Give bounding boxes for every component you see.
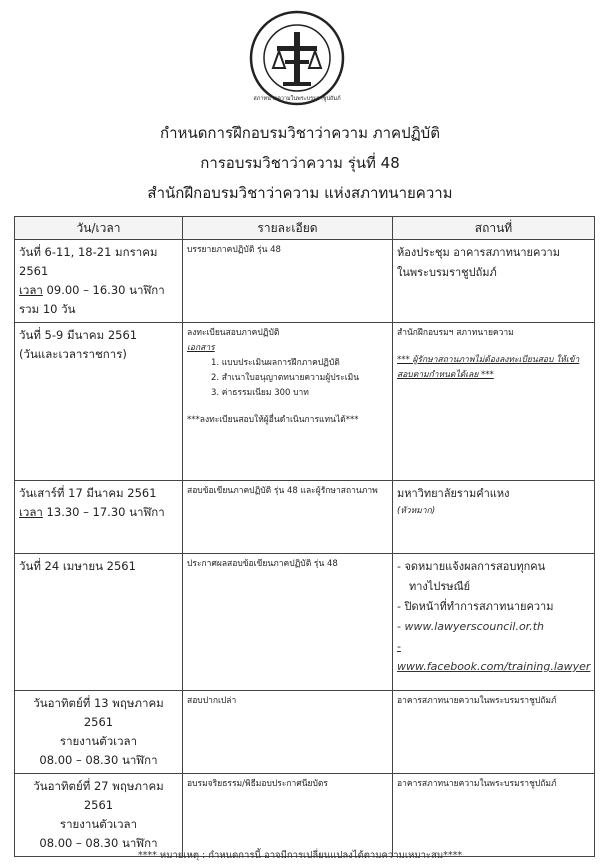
row2-date: วันที่ 5-9 มีนาคม 2561	[19, 328, 138, 342]
header-detail: รายละเอียด	[183, 217, 393, 240]
footnote: **** หมายเหตุ : กำหนดการนี้ อาจมีการเปลี่ยนแปลงได้ตามความเหมาะสม****	[137, 850, 463, 861]
row2-note: ***ลงทะเบียนสอบให้ผู้อื่นดำเนินการแทนได้***	[187, 415, 359, 425]
row4-detail: ประกาศผลสอบข้อเขียนภาคปฏิบัติ รุ่น 48	[187, 559, 338, 569]
row1-total: รวม 10 วัน	[19, 302, 76, 316]
row4-detail-cell	[183, 554, 393, 691]
header-place: สถานที่	[393, 217, 595, 240]
row2-documents-label: เอกสาร	[187, 343, 215, 353]
row5-detail: สอบปากเปล่า	[187, 696, 237, 706]
row3-date-cell	[15, 481, 183, 554]
title-line-3: สำนักฝึกอบรมวิชาว่าความ แห่งสภาทนายความ	[147, 184, 453, 202]
table-row	[15, 240, 595, 323]
row4-place-line3: - ปิดหน้าที่ทำการสภาทนายความ	[397, 600, 554, 613]
table-header-row	[15, 217, 595, 240]
row2-date-cell	[15, 323, 183, 481]
row6-place-cell	[393, 774, 595, 857]
lawyers-council-seal-icon	[249, 10, 345, 106]
row3-place-cell	[393, 481, 595, 554]
row5-date-cell	[15, 691, 183, 774]
row1-date-cell	[15, 240, 183, 323]
row6-date: วันอาทิตย์ที่ 27 พฤษภาคม 2561	[33, 779, 164, 812]
row4-place-cell	[393, 554, 595, 691]
header-date: วัน/เวลา	[15, 217, 183, 240]
row6-detail: อบรมจริยธรรม/พิธีมอบประกาศนียบัตร	[187, 779, 328, 789]
row4-date-cell	[15, 554, 183, 691]
row2-detail-cell	[183, 323, 393, 481]
row6-place: อาคารสภาทนายความในพระบรมราชูปถัมภ์	[397, 779, 557, 789]
row2-document-1: 1. แบบประเมินผลการฝึกภาคปฏิบัติ	[211, 358, 340, 368]
table-row	[15, 774, 595, 857]
table-row	[15, 481, 595, 554]
row4-facebook-link[interactable]: -www.facebook.com/training.lawyer	[397, 640, 591, 673]
title-line-1: กำหนดการฝึกอบรมวิชาว่าความ ภาคปฏิบัติ	[160, 124, 440, 142]
row2-detail-title: ลงทะเบียนสอบภาคปฏิบัติ	[187, 328, 280, 338]
row6-date-cell	[15, 774, 183, 857]
row2-document-3: 3. ค่าธรรมเนียม 300 บาท	[211, 388, 309, 398]
row3-detail: สอบข้อเขียนภาคปฏิบัติ รุ่น 48 และผู้รักษาสถานภาพ	[187, 486, 378, 496]
table-row	[15, 554, 595, 691]
row2-time: (วันและเวลาราชการ)	[19, 347, 127, 361]
row1-place-cell	[393, 240, 595, 323]
row5-place-cell	[393, 691, 595, 774]
row6-time: 08.00 – 08.30 นาฬิกา	[39, 836, 158, 850]
row2-document-2: 2. สำเนาใบอนุญาตทนายความผู้ประเมิน	[211, 373, 360, 383]
title-line-2: การอบรมวิชาว่าความ รุ่นที่ 48	[200, 154, 400, 172]
row3-place-sub: (หัวหมาก)	[397, 506, 436, 516]
row5-report: รายงานตัวเวลา	[59, 734, 138, 748]
row3-detail-cell	[183, 481, 393, 554]
row4-website-link[interactable]: - www.lawyerscouncil.or.th	[397, 620, 544, 633]
row2-place-note: *** ผู้รักษาสถานภาพไม่ต้องลงทะเบียนสอบ ให้เข้าสอบตามกำหนดได้เลย ***	[397, 355, 580, 380]
row4-place-line2: ทางไปรษณีย์	[409, 580, 471, 593]
row1-place-line2: ในพระบรมราชูปถัมภ์	[397, 266, 497, 279]
row6-detail-cell	[183, 774, 393, 857]
row5-place: อาคารสภาทนายความในพระบรมราชูปถัมภ์	[397, 696, 557, 706]
row2-place: สำนักฝึกอบรมฯ สภาทนายความ	[397, 328, 514, 338]
row1-detail-cell	[183, 240, 393, 323]
row3-time: เวลา 13.30 – 17.30 นาฬิกา	[19, 505, 165, 519]
table-row	[15, 323, 595, 481]
row4-date: วันที่ 24 เมษายน 2561	[19, 559, 136, 573]
svg-text:สภาทนายความในพระบรมราชูปถัมภ์: สภาทนายความในพระบรมราชูปถัมภ์	[253, 96, 341, 102]
row3-date: วันเสาร์ที่ 17 มีนาคม 2561	[19, 486, 157, 500]
row5-time: 08.00 – 08.30 นาฬิกา	[39, 753, 158, 767]
row3-place: มหาวิทยาลัยรามคำแหง	[397, 487, 510, 500]
row2-place-cell	[393, 323, 595, 481]
row6-report: รายงานตัวเวลา	[59, 817, 138, 831]
table-row	[15, 691, 595, 774]
document-title-block	[0, 118, 600, 208]
row4-place-line1: - จดหมายแจ้งผลการสอบทุกคน	[397, 560, 546, 573]
row1-time: เวลา 09.00 – 16.30 นาฬิกา	[19, 283, 165, 297]
row5-detail-cell	[183, 691, 393, 774]
row5-date: วันอาทิตย์ที่ 13 พฤษภาคม 2561	[33, 696, 164, 729]
row1-place-line1: ห้องประชุม อาคารสภาทนายความ	[397, 246, 560, 259]
row1-date: วันที่ 6-11, 18-21 มกราคม 2561	[19, 245, 158, 278]
schedule-table	[14, 216, 595, 857]
row1-detail: บรรยายภาคปฏิบัติ รุ่น 48	[187, 245, 281, 255]
